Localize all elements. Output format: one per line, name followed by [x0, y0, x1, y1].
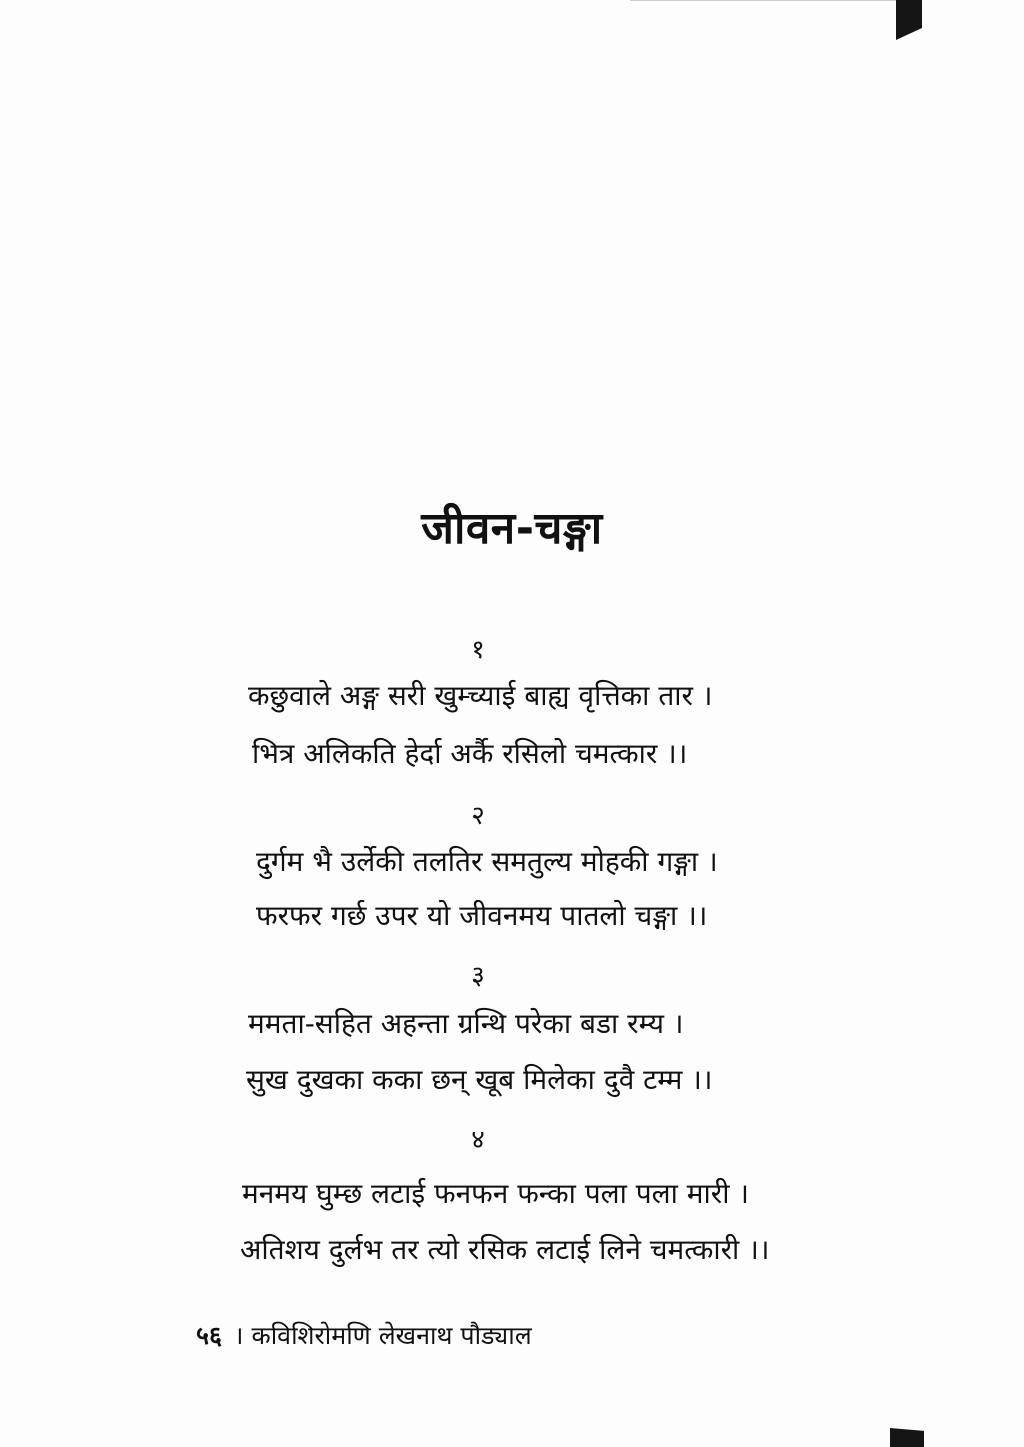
footer-author: कविशिरोमणि लेखनाथ पौड्याल	[251, 1321, 532, 1350]
page-number: ५६	[196, 1321, 223, 1350]
verse-line: मनमय घुम्छ लटाई फनफन फन्का पला पला मारी ।	[242, 1177, 750, 1210]
verse-number: ४	[471, 1125, 485, 1155]
verse-number: ३	[471, 961, 485, 991]
poem-title: जीवन-चङ्गा	[421, 503, 603, 554]
page-corner-shadow-bottom	[890, 1428, 924, 1447]
verse-line: भित्र अलिकति हेर्दा अर्कै रसिलो चमत्कार ।।	[252, 737, 688, 770]
verse-line: ममता-सहित अहन्ता ग्रन्थि परेका बडा रम्य ।	[248, 1007, 684, 1040]
verse-line: अतिशय दुर्लभ तर त्यो रसिक लटाई लिने चमत्कारी ।।	[240, 1233, 770, 1266]
verse-number: २	[471, 801, 485, 831]
verse-line: कछुवाले अङ्ग सरी खुम्च्याई बाह्य वृत्तिका तार ।	[248, 679, 713, 712]
verse-line: सुख दुखका कका छन् खूब मिलेका दुवै टम्म ।।	[246, 1063, 713, 1096]
page-footer	[196, 1318, 532, 1352]
verse-number: १	[471, 635, 485, 665]
page-corner-shadow-top	[896, 0, 922, 40]
page-edge-line	[630, 0, 900, 7]
verse-line: फरफर गर्छ उपर यो जीवनमय पातलो चङ्गा ।।	[256, 899, 708, 932]
verse-line: दुर्गम भै उर्लेकी तलतिर समतुल्य मोहकी गङ्गा ।	[256, 845, 718, 878]
footer-separator: ।	[234, 1321, 244, 1350]
